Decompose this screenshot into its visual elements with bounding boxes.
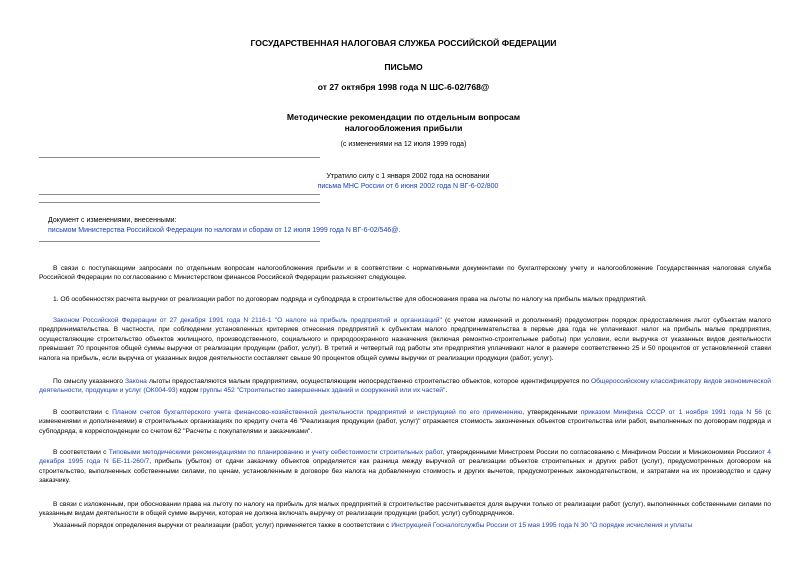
paragraph-text: В соответствии с — [53, 449, 109, 456]
validity-note — [228, 172, 588, 192]
paragraph-intro: В связи с поступающими запросами по отдельным вопросам налогообложения прибыли и в соответствии с нормативными документами по бухгалтерскому учету и налогообложение Государственная налоговая служба Российской Федерации по согласованию с Министерством финансов Российской Федерации разъясняет следующее. — [39, 265, 771, 282]
validity-link[interactable]: письма МНС России от 6 июня 2002 года N ВГ-6-02/800 — [317, 183, 499, 190]
changes-note: (с изменениями на 12 июля 1999 года) — [340, 141, 467, 148]
amendments-block — [48, 216, 400, 236]
paragraph-accounts — [39, 408, 771, 436]
paragraph-conclusion: В связи с изложенным, при обосновании права на льготу по налогу на прибыль для малых предприятий в строительстве рассчитывается доля выручки только от реализации работ (услуг), выполненных собственными силами по указанным видам деятельности в общей сумме выручки, которая не должна включать выручку от реализации продукции (работ, услуг) субподрядчиков. — [39, 501, 771, 518]
paragraph-section-1: 1. Об особенностях расчета выручки от реализации работ по договорам подряда и субподряда в строительстве для обоснования права на льготы по налогу на прибыль малых предприятий. — [53, 296, 647, 303]
paragraph-instruction — [39, 521, 771, 530]
paragraph-text: (с изменениями и дополнениями) в строительных организациях по кредиту счета 46 "Реализация продукции (работ, услуг)" отражается стоимость законченных объектов строительства или работ, выполненных по договорам подряда и субподряда, в корреспонденции со счетом 62 "Расчеты с покупателями и заказчиками". — [39, 409, 771, 435]
paragraph-text: , утвержденными — [522, 409, 581, 416]
law-link[interactable]: Законом Российской Федерации от 27 декабря 1991 года N 2116-1 "О налоге на прибыль предприятий и организаций" — [53, 317, 442, 324]
paragraph-text: По смыслу указанного — [53, 378, 125, 385]
paragraph-text: Указанный порядок определения выручки от реализации (работ, услуг) применяется также в соответствии с — [53, 522, 392, 529]
group-452-link[interactable]: группы 452 "Строительство завершенных зданий и сооружений или их частей" — [200, 387, 446, 395]
minfin-order-link[interactable]: приказом Минфина СССР от 1 ноября 1991 года N 56 — [580, 409, 763, 416]
instruction-link[interactable]: Инструкцией Госналогслужбы России от 15 мая 1995 года N 30 "О порядке исчисления и уплаты — [391, 522, 693, 529]
law-short-link[interactable]: Закона — [125, 378, 147, 385]
paragraph-recommendations — [39, 448, 771, 486]
separator-rule — [39, 241, 320, 242]
paragraph-text: , утвержденными Минстроем России по согласованию с Минфином России и Минэкономики России — [442, 449, 759, 456]
recommendations-link[interactable]: Типовыми методическими рекомендациями по планированию и учету себестоимости строительных работ — [108, 449, 443, 456]
doc-title-line1: Методические рекомендации по отдельным вопросам — [286, 112, 521, 122]
paragraph-text: (с учетом изменений и дополнений) предусмотрен порядок предоставления льгот субъектам малого предпринимательства. В частности, при соблюдении установленных критериев отнесения предприятий к субъектам малого предпринимательства в первые два года не уплачивают налог на прибыль малые предприятия, осуществляющие строительство объектов жилищного, производственного, социального и природоохранного назначения (включая ремонтно-строительные работы) при условии, если выручка от указанных видов деятельности превышает 70 процентов общей суммы выручки от реализации продукции (работ, услуг). В третий и четвертый год работы эти предприятия уплачивают налог в размере соответственно 25 и 50 процентов от установленной ставки налога на прибыль, если выручка от указанных видов деятельности составляет свыше 90 процентов общей суммы выручки от реализации продукции (работ, услуг). — [39, 317, 771, 362]
paragraph-text: , прибыль (убыток) от сдачи заказчику объектов определяется как разница между выручкой от реализации объектов строительных и других работ (услуг), предусмотренных договором на строительство, выполненных собственными силами, по ценам, установленным в договоре без налога на добавленную стоимость и других вычетов, предусмотренных законодательством, и затратами на их производство и сдачу заказчику. — [39, 458, 771, 485]
classifier-link[interactable]: Общероссийскому классификатору видов экономической деятельности, продукции и услуг (ОК004-93) — [39, 378, 771, 395]
doc-title-line2: налогообложения прибыли — [344, 123, 463, 133]
paragraph-text: льготы предоставляются малым предприятиям, осуществляющим непосредственно строительство объектов, которое идентифицируется по — [146, 378, 591, 385]
doc-date: от 27 октября 1998 года N ШС-6-02/768@ — [317, 82, 490, 92]
paragraph-text: кодом — [177, 387, 201, 395]
paragraph-text: В соответствии с — [53, 409, 113, 416]
doc-type: ПИСЬМО — [384, 62, 423, 72]
agency-title: ГОСУДАРСТВЕННАЯ НАЛОГОВАЯ СЛУЖБА РОССИЙСКОЙ ФЕДЕРАЦИИ — [250, 38, 557, 48]
minstroy-date-link[interactable]: от 4 декабря 1995 года N БЕ-11-260/7 — [39, 449, 771, 466]
accounts-plan-link[interactable]: Планом счетов бухгалтерского учета финансово-хозяйственной деятельности предприятий и инструкцией по его применению — [112, 409, 523, 416]
amendments-link[interactable]: письмом Министерства Российской Федерации по налогам и сборам от 12 июля 1999 года N ВГ-6-02/546@. — [48, 227, 401, 234]
separator-rule — [39, 157, 320, 158]
validity-text: Утратило силу с 1 января 2002 года на основании — [326, 173, 490, 180]
separator-rule — [39, 202, 320, 203]
amendments-label: Документ с изменениями, внесенными: — [48, 217, 177, 224]
paragraph-text: . — [445, 387, 448, 395]
separator-rule — [39, 194, 320, 195]
paragraph-law — [39, 316, 771, 363]
paragraph-classifier — [39, 377, 771, 396]
